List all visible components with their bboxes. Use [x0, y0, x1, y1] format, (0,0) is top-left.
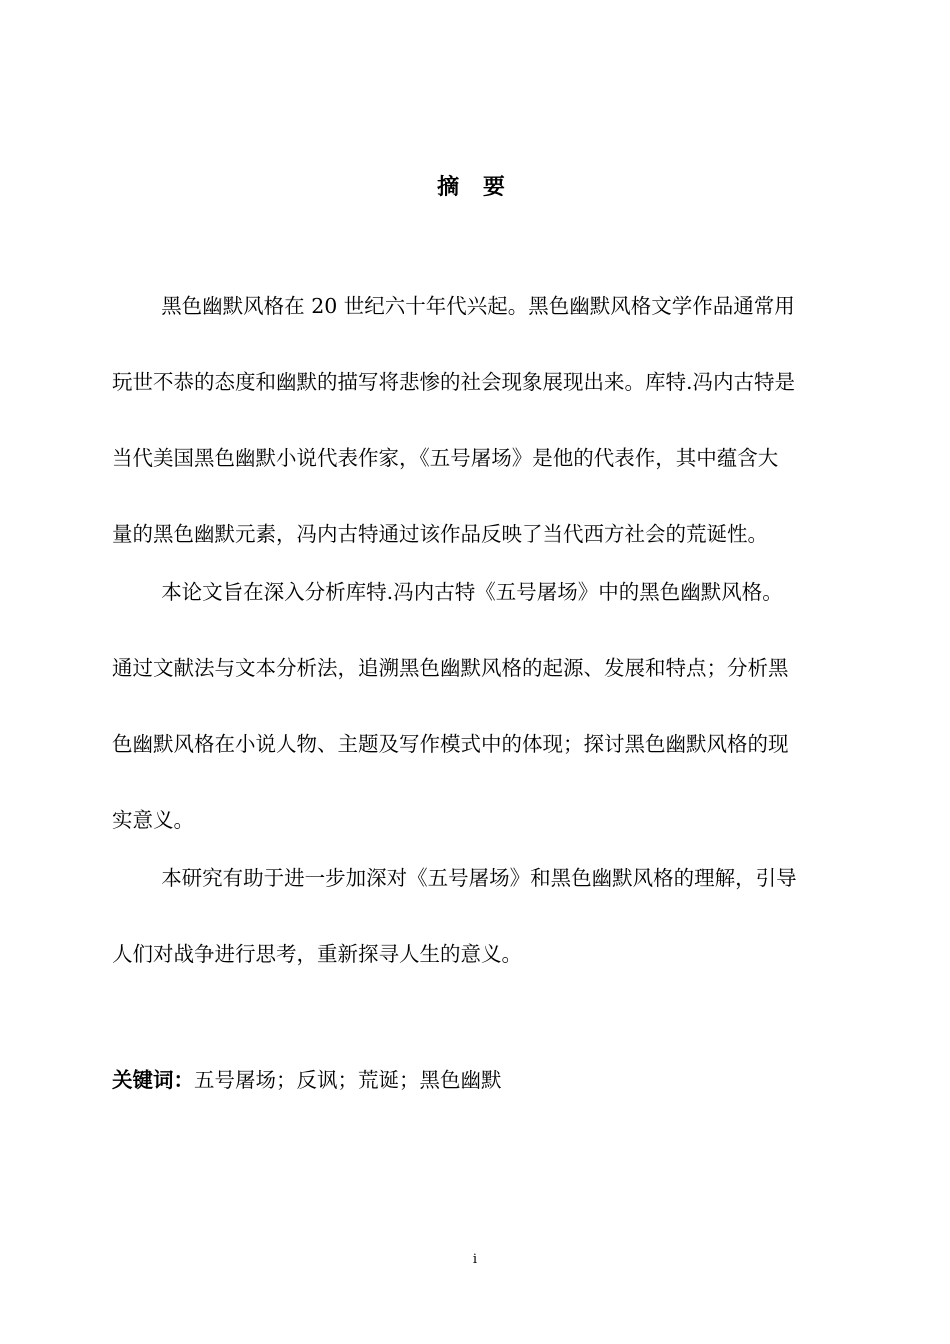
keywords-value: 五号屠场；反讽；荒诞；黑色幽默: [194, 1068, 502, 1092]
abstract-paragraph-1: [112, 288, 858, 552]
paragraph-2-line-4: 实意义。: [112, 808, 194, 832]
page-number: i: [472, 1252, 478, 1267]
keywords-line: [112, 1066, 502, 1094]
paragraph-1-line-2: 玩世不恭的态度和幽默的描写将悲惨的社会现象展现出来。库特.冯内古特是: [112, 370, 796, 394]
paragraph-1-line-3: 当代美国黑色幽默小说代表作家，《五号屠场》是他的代表作，其中蕴含大: [112, 446, 779, 470]
paragraph-2-line-1: 本论文旨在深入分析库特.冯内古特《五号屠场》中的黑色幽默风格。: [161, 580, 783, 604]
abstract-title: 摘 要: [437, 175, 513, 200]
abstract-body: [112, 288, 858, 972]
abstract-paragraph-3: [112, 860, 858, 972]
paragraph-1-line-1: 黑色幽默风格在 20 世纪六十年代兴起。黑色幽默风格文学作品通常用: [161, 294, 795, 318]
keywords-label: 关键词：: [112, 1068, 194, 1092]
paragraph-3-line-2: 人们对战争进行思考，重新探寻人生的意义。: [112, 942, 522, 966]
paragraph-2-line-3: 色幽默风格在小说人物、主题及写作模式中的体现；探讨黑色幽默风格的现: [112, 732, 789, 756]
abstract-paragraph-2: [112, 574, 858, 838]
paragraph-3-line-1: 本研究有助于进一步加深对《五号屠场》和黑色幽默风格的理解，引导: [161, 866, 797, 890]
paragraph-1-line-4: 量的黑色幽默元素，冯内古特通过该作品反映了当代西方社会的荒诞性。: [112, 522, 768, 546]
paragraph-2-line-2: 通过文献法与文本分析法，追溯黑色幽默风格的起源、发展和特点；分析黑: [112, 656, 789, 680]
